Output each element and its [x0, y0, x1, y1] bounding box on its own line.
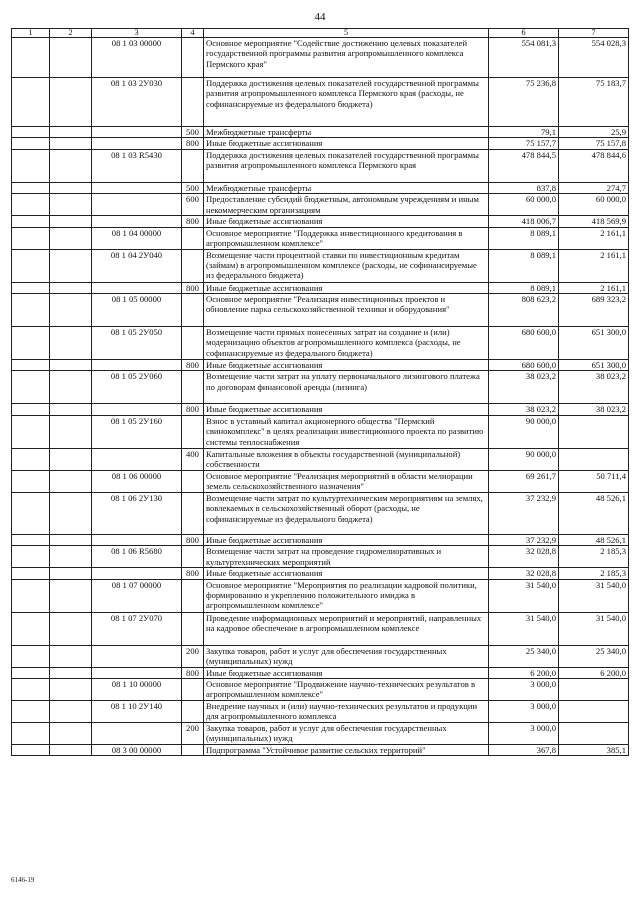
cell-col2: [50, 723, 92, 745]
cell-description: Иные бюджетные ассигнования: [204, 282, 489, 293]
cell-description: Межбюджетные трансферты: [204, 182, 489, 193]
cell-description: Основное мероприятие "Реализация инвестиционных проектов и обновление парка сельскохозяйственной техники и оборудования": [204, 294, 489, 327]
table-row: [12, 723, 629, 745]
cell-amount-2020: 3 000,0: [489, 679, 559, 701]
cell-amount-2021: 274,7: [559, 182, 629, 193]
cell-expense-type: [182, 415, 204, 448]
cell-amount-2021: 418 569,9: [559, 216, 629, 227]
document-code: 6146-19: [11, 876, 35, 884]
table-row: [12, 448, 629, 470]
table-row: [12, 282, 629, 293]
table-row: [12, 149, 629, 182]
cell-amount-2021: [559, 701, 629, 723]
cell-col1: [12, 294, 50, 327]
cell-description: Подпрограмма "Устойчивое развитие сельских территорий": [204, 745, 489, 756]
column-header: 5: [204, 29, 489, 38]
column-number-row: [12, 29, 629, 38]
cell-col2: [50, 448, 92, 470]
table-row: [12, 579, 629, 612]
cell-target-code: [92, 182, 182, 193]
cell-col1: [12, 612, 50, 645]
cell-col1: [12, 568, 50, 579]
cell-col1: [12, 327, 50, 360]
cell-col2: [50, 701, 92, 723]
cell-col1: [12, 371, 50, 404]
cell-amount-2020: 75 236,8: [489, 78, 559, 127]
cell-expense-type: 500: [182, 127, 204, 138]
cell-amount-2020: 3 000,0: [489, 723, 559, 745]
cell-col1: [12, 404, 50, 415]
cell-target-code: [92, 194, 182, 216]
cell-col1: [12, 745, 50, 756]
page-number: 44: [314, 11, 326, 23]
cell-col1: [12, 546, 50, 568]
table-row: [12, 78, 629, 127]
cell-description: Закупка товаров, работ и услуг для обеспечения государственных (муниципальных) нужд: [204, 723, 489, 745]
cell-expense-type: [182, 546, 204, 568]
cell-expense-type: 600: [182, 194, 204, 216]
cell-target-code: [92, 568, 182, 579]
table-row: [12, 127, 629, 138]
cell-target-code: 08 1 06 2У130: [92, 492, 182, 534]
cell-expense-type: [182, 745, 204, 756]
cell-target-code: [92, 404, 182, 415]
cell-amount-2021: 31 540,0: [559, 612, 629, 645]
cell-col2: [50, 127, 92, 138]
cell-amount-2020: 367,8: [489, 745, 559, 756]
cell-description: Возмещение части затрат на уплату первоначального лизингового платежа по договорам финансовой аренды (лизинга): [204, 371, 489, 404]
cell-description: Капитальные вложения в объекты государственной (муниципальной) собственности: [204, 448, 489, 470]
cell-col1: [12, 127, 50, 138]
budget-table: [11, 28, 629, 756]
cell-target-code: 08 1 10 2У140: [92, 701, 182, 723]
cell-amount-2021: 75 157,8: [559, 138, 629, 149]
cell-expense-type: [182, 38, 204, 78]
cell-amount-2020: 680 600,0: [489, 327, 559, 360]
cell-amount-2020: 680 600,0: [489, 360, 559, 371]
cell-amount-2021: 60 000,0: [559, 194, 629, 216]
cell-col2: [50, 679, 92, 701]
cell-amount-2020: 90 000,0: [489, 448, 559, 470]
cell-col2: [50, 294, 92, 327]
cell-expense-type: [182, 78, 204, 127]
cell-target-code: 08 1 07 00000: [92, 579, 182, 612]
cell-expense-type: 800: [182, 360, 204, 371]
cell-target-code: [92, 127, 182, 138]
cell-amount-2021: 2 161,1: [559, 282, 629, 293]
cell-col2: [50, 546, 92, 568]
cell-col2: [50, 492, 92, 534]
cell-amount-2021: 75 183,7: [559, 78, 629, 127]
table-row: [12, 645, 629, 667]
cell-amount-2021: 50 711,4: [559, 470, 629, 492]
cell-amount-2021: [559, 415, 629, 448]
cell-col2: [50, 568, 92, 579]
table-row: [12, 38, 629, 78]
cell-description: Основное мероприятие "Поддержка инвестиционного кредитования в агропромышленном комплексе": [204, 227, 489, 249]
table-row: [12, 371, 629, 404]
cell-expense-type: [182, 249, 204, 282]
cell-col2: [50, 38, 92, 78]
cell-amount-2020: 8 089,1: [489, 249, 559, 282]
cell-target-code: [92, 138, 182, 149]
cell-amount-2020: 75 157,7: [489, 138, 559, 149]
cell-description: Иные бюджетные ассигнования: [204, 360, 489, 371]
cell-col2: [50, 534, 92, 545]
cell-col1: [12, 282, 50, 293]
cell-target-code: 08 1 03 R5430: [92, 149, 182, 182]
cell-amount-2021: 2 161,1: [559, 227, 629, 249]
cell-expense-type: 800: [182, 282, 204, 293]
table-row: [12, 182, 629, 193]
cell-col2: [50, 194, 92, 216]
cell-target-code: 08 3 00 00000: [92, 745, 182, 756]
cell-expense-type: 800: [182, 667, 204, 678]
cell-amount-2021: [559, 679, 629, 701]
cell-col2: [50, 149, 92, 182]
cell-target-code: [92, 360, 182, 371]
cell-expense-type: [182, 612, 204, 645]
cell-col2: [50, 371, 92, 404]
cell-description: Основное мероприятие "Содействие достижению целевых показателей государственной программы развития агропромышленного комплекса Пермского края": [204, 38, 489, 78]
cell-target-code: 08 1 07 2У070: [92, 612, 182, 645]
cell-expense-type: [182, 371, 204, 404]
cell-description: Поддержка достижения целевых показателей государственной программы развития агропромышленного комплекса Пермского края (расходы, не софинансируемые из федерального бюджета): [204, 78, 489, 127]
column-header: 3: [92, 29, 182, 38]
cell-col1: [12, 138, 50, 149]
cell-amount-2020: 38 023,2: [489, 371, 559, 404]
cell-amount-2020: 837,8: [489, 182, 559, 193]
cell-amount-2020: 90 000,0: [489, 415, 559, 448]
table-row: [12, 492, 629, 534]
table-row: [12, 216, 629, 227]
table-row: [12, 294, 629, 327]
cell-description: Возмещение части затрат по культуртехническим мероприятиям на землях, вовлекаемых в сельскохозяйственный оборот (расходы, не софинансируемые из федерального бюджета): [204, 492, 489, 534]
cell-description: Проведение информационных мероприятий и мероприятий, направленных на кадровое обеспечение в агропромышленном комплексе: [204, 612, 489, 645]
cell-description: Основное мероприятие "Мероприятия по реализации кадровой политики, формированию и укреплению положительного имиджа в агропромышленном комплексе": [204, 579, 489, 612]
cell-amount-2021: 6 200,0: [559, 667, 629, 678]
cell-expense-type: 800: [182, 138, 204, 149]
cell-col2: [50, 579, 92, 612]
cell-expense-type: 800: [182, 404, 204, 415]
cell-col1: [12, 149, 50, 182]
cell-expense-type: 500: [182, 182, 204, 193]
cell-col1: [12, 667, 50, 678]
cell-amount-2021: 31 540,0: [559, 579, 629, 612]
cell-amount-2020: 38 023,2: [489, 404, 559, 415]
cell-col2: [50, 667, 92, 678]
cell-col1: [12, 360, 50, 371]
cell-amount-2020: 69 261,7: [489, 470, 559, 492]
cell-amount-2020: 37 232,9: [489, 492, 559, 534]
cell-col2: [50, 227, 92, 249]
cell-amount-2021: 651 300,0: [559, 327, 629, 360]
table-row: [12, 360, 629, 371]
cell-amount-2020: 418 006,7: [489, 216, 559, 227]
cell-col1: [12, 448, 50, 470]
cell-col2: [50, 138, 92, 149]
cell-expense-type: [182, 492, 204, 534]
cell-col1: [12, 216, 50, 227]
column-header: 6: [489, 29, 559, 38]
cell-col1: [12, 182, 50, 193]
cell-expense-type: [182, 679, 204, 701]
cell-col2: [50, 612, 92, 645]
cell-amount-2020: 25 340,0: [489, 645, 559, 667]
cell-description: Иные бюджетные ассигнования: [204, 216, 489, 227]
table-row: [12, 404, 629, 415]
cell-col1: [12, 645, 50, 667]
cell-col2: [50, 404, 92, 415]
cell-amount-2021: 478 844,6: [559, 149, 629, 182]
cell-col1: [12, 679, 50, 701]
cell-col2: [50, 282, 92, 293]
cell-col2: [50, 182, 92, 193]
cell-target-code: 08 1 04 2У040: [92, 249, 182, 282]
cell-target-code: 08 1 06 00000: [92, 470, 182, 492]
table-row: [12, 546, 629, 568]
cell-col2: [50, 470, 92, 492]
cell-expense-type: [182, 579, 204, 612]
cell-description: Внедрение научных и (или) научно-технических результатов и продукции для агропромышленного комплекса: [204, 701, 489, 723]
table-row: [12, 415, 629, 448]
cell-amount-2020: 37 232,9: [489, 534, 559, 545]
cell-expense-type: 800: [182, 534, 204, 545]
cell-description: Иные бюджетные ассигнования: [204, 667, 489, 678]
column-header: 1: [12, 29, 50, 38]
cell-col2: [50, 216, 92, 227]
cell-expense-type: [182, 470, 204, 492]
table-row: [12, 612, 629, 645]
cell-col1: [12, 78, 50, 127]
cell-target-code: [92, 448, 182, 470]
cell-expense-type: 200: [182, 645, 204, 667]
cell-amount-2020: 3 000,0: [489, 701, 559, 723]
cell-amount-2020: 31 540,0: [489, 612, 559, 645]
cell-col1: [12, 470, 50, 492]
table-row: [12, 568, 629, 579]
cell-target-code: [92, 282, 182, 293]
cell-col2: [50, 415, 92, 448]
cell-amount-2021: 48 526,1: [559, 534, 629, 545]
cell-expense-type: [182, 294, 204, 327]
cell-description: Иные бюджетные ассигнования: [204, 568, 489, 579]
cell-amount-2020: 808 623,2: [489, 294, 559, 327]
cell-col1: [12, 579, 50, 612]
cell-target-code: 08 1 06 R5680: [92, 546, 182, 568]
cell-target-code: [92, 216, 182, 227]
cell-expense-type: 400: [182, 448, 204, 470]
table-row: [12, 679, 629, 701]
cell-description: Возмещение части процентной ставки по инвестиционным кредитам (займам) в агропромышленном комплексе (расходы, не софинансируемые из федерального бюджета): [204, 249, 489, 282]
column-header: 4: [182, 29, 204, 38]
cell-amount-2020: 6 200,0: [489, 667, 559, 678]
cell-amount-2021: 651 300,0: [559, 360, 629, 371]
cell-amount-2020: 478 844,5: [489, 149, 559, 182]
column-header: 7: [559, 29, 629, 38]
cell-amount-2020: 8 089,1: [489, 282, 559, 293]
cell-amount-2020: 554 081,3: [489, 38, 559, 78]
cell-col2: [50, 78, 92, 127]
cell-amount-2021: 2 185,3: [559, 546, 629, 568]
cell-col2: [50, 645, 92, 667]
cell-col1: [12, 415, 50, 448]
cell-target-code: 08 1 04 00000: [92, 227, 182, 249]
cell-amount-2020: 60 000,0: [489, 194, 559, 216]
cell-amount-2021: 38 023,2: [559, 404, 629, 415]
cell-amount-2020: 32 028,8: [489, 546, 559, 568]
cell-amount-2021: 385,1: [559, 745, 629, 756]
cell-amount-2021: 554 028,3: [559, 38, 629, 78]
table-row: [12, 138, 629, 149]
cell-expense-type: [182, 327, 204, 360]
cell-amount-2021: [559, 448, 629, 470]
cell-target-code: 08 1 05 2У050: [92, 327, 182, 360]
table-row: [12, 227, 629, 249]
cell-description: Основное мероприятие "Реализация мероприятий в области мелиорации земель сельскохозяйственного назначения": [204, 470, 489, 492]
cell-col1: [12, 249, 50, 282]
cell-amount-2020: 31 540,0: [489, 579, 559, 612]
cell-amount-2021: 48 526,1: [559, 492, 629, 534]
cell-amount-2021: 2 161,1: [559, 249, 629, 282]
cell-col1: [12, 38, 50, 78]
cell-col1: [12, 723, 50, 745]
cell-description: Иные бюджетные ассигнования: [204, 534, 489, 545]
cell-description: Поддержка достижения целевых показателей государственной программы развития агропромышленного комплекса Пермского края: [204, 149, 489, 182]
cell-description: Иные бюджетные ассигнования: [204, 404, 489, 415]
cell-target-code: 08 1 03 00000: [92, 38, 182, 78]
table-row: [12, 470, 629, 492]
cell-amount-2020: 79,1: [489, 127, 559, 138]
cell-expense-type: [182, 701, 204, 723]
cell-amount-2020: 8 089,1: [489, 227, 559, 249]
cell-amount-2021: 689 323,2: [559, 294, 629, 327]
table-row: [12, 667, 629, 678]
table-row: [12, 327, 629, 360]
cell-col1: [12, 492, 50, 534]
table-row: [12, 745, 629, 756]
cell-amount-2021: 38 023,2: [559, 371, 629, 404]
table-row: [12, 194, 629, 216]
cell-description: Взнос в уставный капитал акционерного общества "Пермский свинокомплекс" в целях реализации инвестиционного проекта по развитию системы теплоснабжения: [204, 415, 489, 448]
cell-amount-2021: 25,9: [559, 127, 629, 138]
cell-col1: [12, 701, 50, 723]
cell-description: Возмещение части прямых понесенных затрат на создание и (или) модернизацию объектов агропромышленного комплекса (расходы, не софинансируемые из федерального бюджета): [204, 327, 489, 360]
cell-target-code: 08 1 05 2У060: [92, 371, 182, 404]
cell-amount-2021: 25 340,0: [559, 645, 629, 667]
cell-col2: [50, 327, 92, 360]
cell-target-code: 08 1 05 00000: [92, 294, 182, 327]
table-row: [12, 249, 629, 282]
cell-col2: [50, 745, 92, 756]
cell-target-code: [92, 534, 182, 545]
cell-col2: [50, 249, 92, 282]
table-row: [12, 701, 629, 723]
table-row: [12, 534, 629, 545]
cell-target-code: 08 1 05 2У160: [92, 415, 182, 448]
cell-description: Закупка товаров, работ и услуг для обеспечения государственных (муниципальных) нужд: [204, 645, 489, 667]
cell-col1: [12, 194, 50, 216]
cell-description: Межбюджетные трансферты: [204, 127, 489, 138]
cell-target-code: [92, 723, 182, 745]
cell-amount-2021: 2 185,3: [559, 568, 629, 579]
cell-description: Возмещение части затрат на проведение гидромелиоративных и культуртехнических мероприятий: [204, 546, 489, 568]
cell-target-code: [92, 667, 182, 678]
cell-col2: [50, 360, 92, 371]
cell-description: Основное мероприятие "Продвижение научно-технических результатов в агропромышленном комплексе": [204, 679, 489, 701]
cell-expense-type: 200: [182, 723, 204, 745]
cell-target-code: 08 1 03 2У030: [92, 78, 182, 127]
cell-expense-type: 800: [182, 216, 204, 227]
cell-target-code: 08 1 10 00000: [92, 679, 182, 701]
cell-expense-type: [182, 227, 204, 249]
cell-expense-type: 800: [182, 568, 204, 579]
cell-amount-2020: 32 028,8: [489, 568, 559, 579]
cell-target-code: [92, 645, 182, 667]
column-header: 2: [50, 29, 92, 38]
cell-description: Иные бюджетные ассигнования: [204, 138, 489, 149]
cell-description: Предоставление субсидий бюджетным, автономным учреждениям и иным некоммерческим организациям: [204, 194, 489, 216]
cell-col1: [12, 534, 50, 545]
cell-amount-2021: [559, 723, 629, 745]
cell-col1: [12, 227, 50, 249]
cell-expense-type: [182, 149, 204, 182]
